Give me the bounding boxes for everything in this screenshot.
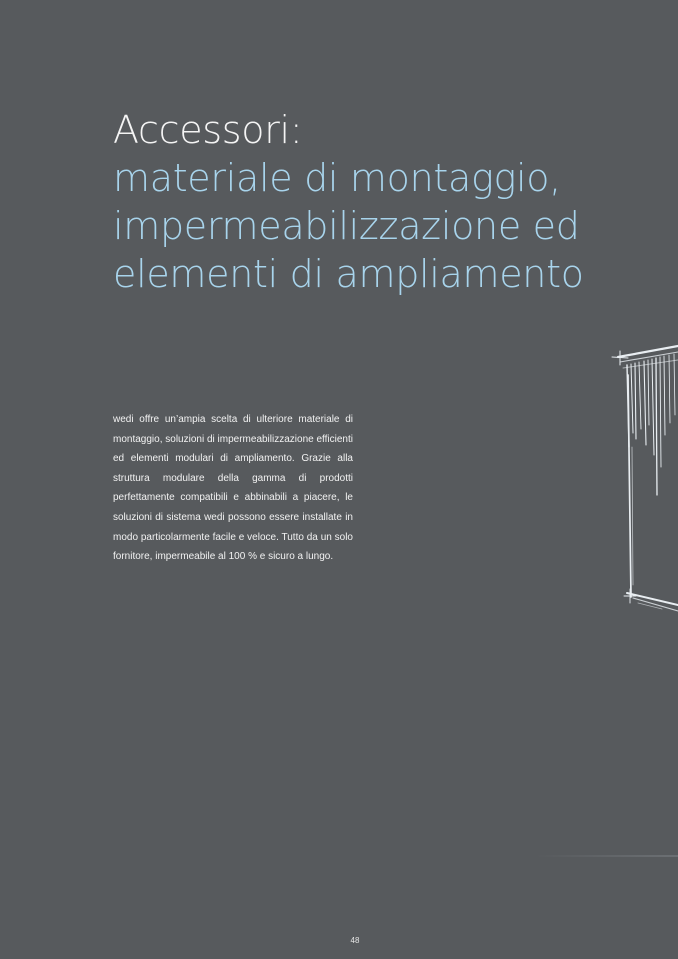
- intro-paragraph-block: [113, 410, 353, 567]
- floor-shadow-line: [536, 855, 678, 857]
- intro-paragraph: wedi offre un’ampia scelta di ulteriore materiale di montaggio, soluzioni di impermeabilizzazione efficienti ed elementi modulari di ampliamento. Grazie alla struttura modulare della gamma di prodotti perfettamente compatibili e abbinabili a piacere, le soluzioni di sistema wedi possono essere installate in modo particolarmente facile e veloce. Tutto da un solo fornitore, impermeabile al 100 % e sicuro a lungo.: [113, 414, 353, 563]
- page-number: 48: [350, 936, 360, 945]
- title-line-impermeabilizzazione: impermeabilizzazione ed: [113, 204, 580, 248]
- shower-sketch-icon: [600, 335, 678, 625]
- title-line-accessori: Accessori:: [113, 108, 303, 152]
- title-line-ampliamento: elementi di ampliamento: [113, 252, 584, 296]
- page-title: [113, 106, 653, 298]
- title-line-montaggio: materiale di montaggio,: [113, 156, 561, 200]
